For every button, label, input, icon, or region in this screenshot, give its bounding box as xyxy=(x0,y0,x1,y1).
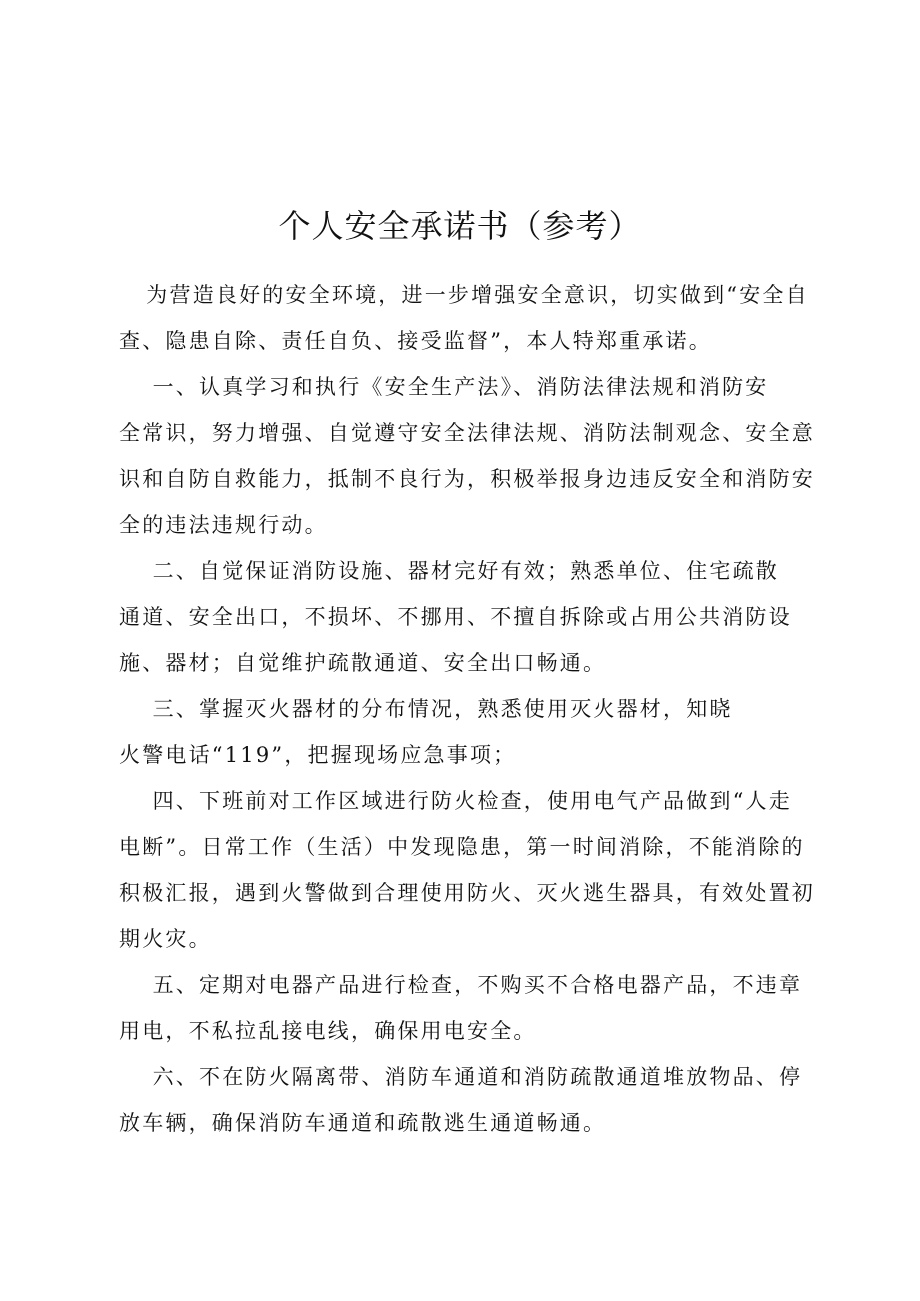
paragraph-line: 为营造良好的安全环境，进一步增强安全意识，切实做到“安全自 xyxy=(146,283,809,307)
paragraph-line: 全常识，努力增强、自觉遵守安全法律法规、消防法制观念、安全意 xyxy=(119,421,815,445)
document-body xyxy=(119,272,819,1146)
paragraph-line: 放车辆，确保消防车通道和疏散逃生通道畅通。 xyxy=(119,1111,607,1135)
paragraph-line: 五、定期对电器产品进行检查，不购买不合格电器产品，不违章 xyxy=(152,973,803,997)
clause-paragraph-4 xyxy=(119,778,819,962)
clause-paragraph-6 xyxy=(119,1054,819,1146)
clause-paragraph-3 xyxy=(119,686,819,778)
paragraph-line: 期火灾。 xyxy=(119,927,212,951)
paragraph-line: 一、认真学习和执行《安全生产法》、消防法律法规和消防安 xyxy=(152,375,769,399)
clause-paragraph-5 xyxy=(119,962,819,1054)
paragraph-line: 用电，不私拉乱接电线，确保用电安全。 xyxy=(119,1019,537,1043)
paragraph-line: 六、不在防火隔离带、消防车通道和消防疏散通道堆放物品、停 xyxy=(152,1065,803,1089)
clause-paragraph-1 xyxy=(119,364,819,548)
paragraph-line: 全的违法违规行动。 xyxy=(119,513,328,537)
paragraph-line: 四、下班前对工作区域进行防火检查，使用电气产品做到“人走 xyxy=(152,789,792,813)
paragraph-line: 识和自防自救能力，抵制不良行为，积极举报身边违反安全和消防安 xyxy=(119,467,815,491)
paragraph-line: 火警电话“119”，把握现场应急事项； xyxy=(119,743,517,767)
paragraph-line: 施、器材；自觉维护疏散通道、安全出口畅通。 xyxy=(119,651,607,675)
document-title: 个人安全承诺书（参考） xyxy=(278,207,642,246)
paragraph-line: 查、隐患自除、责任自负、接受监督”，本人特郑重承诺。 xyxy=(119,329,712,353)
paragraph-line: 电断”。日常工作（生活）中发现隐患，第一时间消除，不能消除的 xyxy=(119,835,805,859)
intro-paragraph xyxy=(119,272,819,364)
paragraph-line: 积极汇报，遇到火警做到合理使用防火、灭火逃生器具，有效处置初 xyxy=(119,881,815,905)
paragraph-line: 通道、安全出口，不损坏、不挪用、不擅自拆除或占用公共消防设 xyxy=(119,605,792,629)
clause-paragraph-2 xyxy=(119,548,819,686)
paragraph-line: 三、掌握灭火器材的分布情况，熟悉使用灭火器材，知晓 xyxy=(152,697,733,721)
paragraph-line: 二、自觉保证消防设施、器材完好有效；熟悉单位、住宅疏散 xyxy=(152,559,779,583)
